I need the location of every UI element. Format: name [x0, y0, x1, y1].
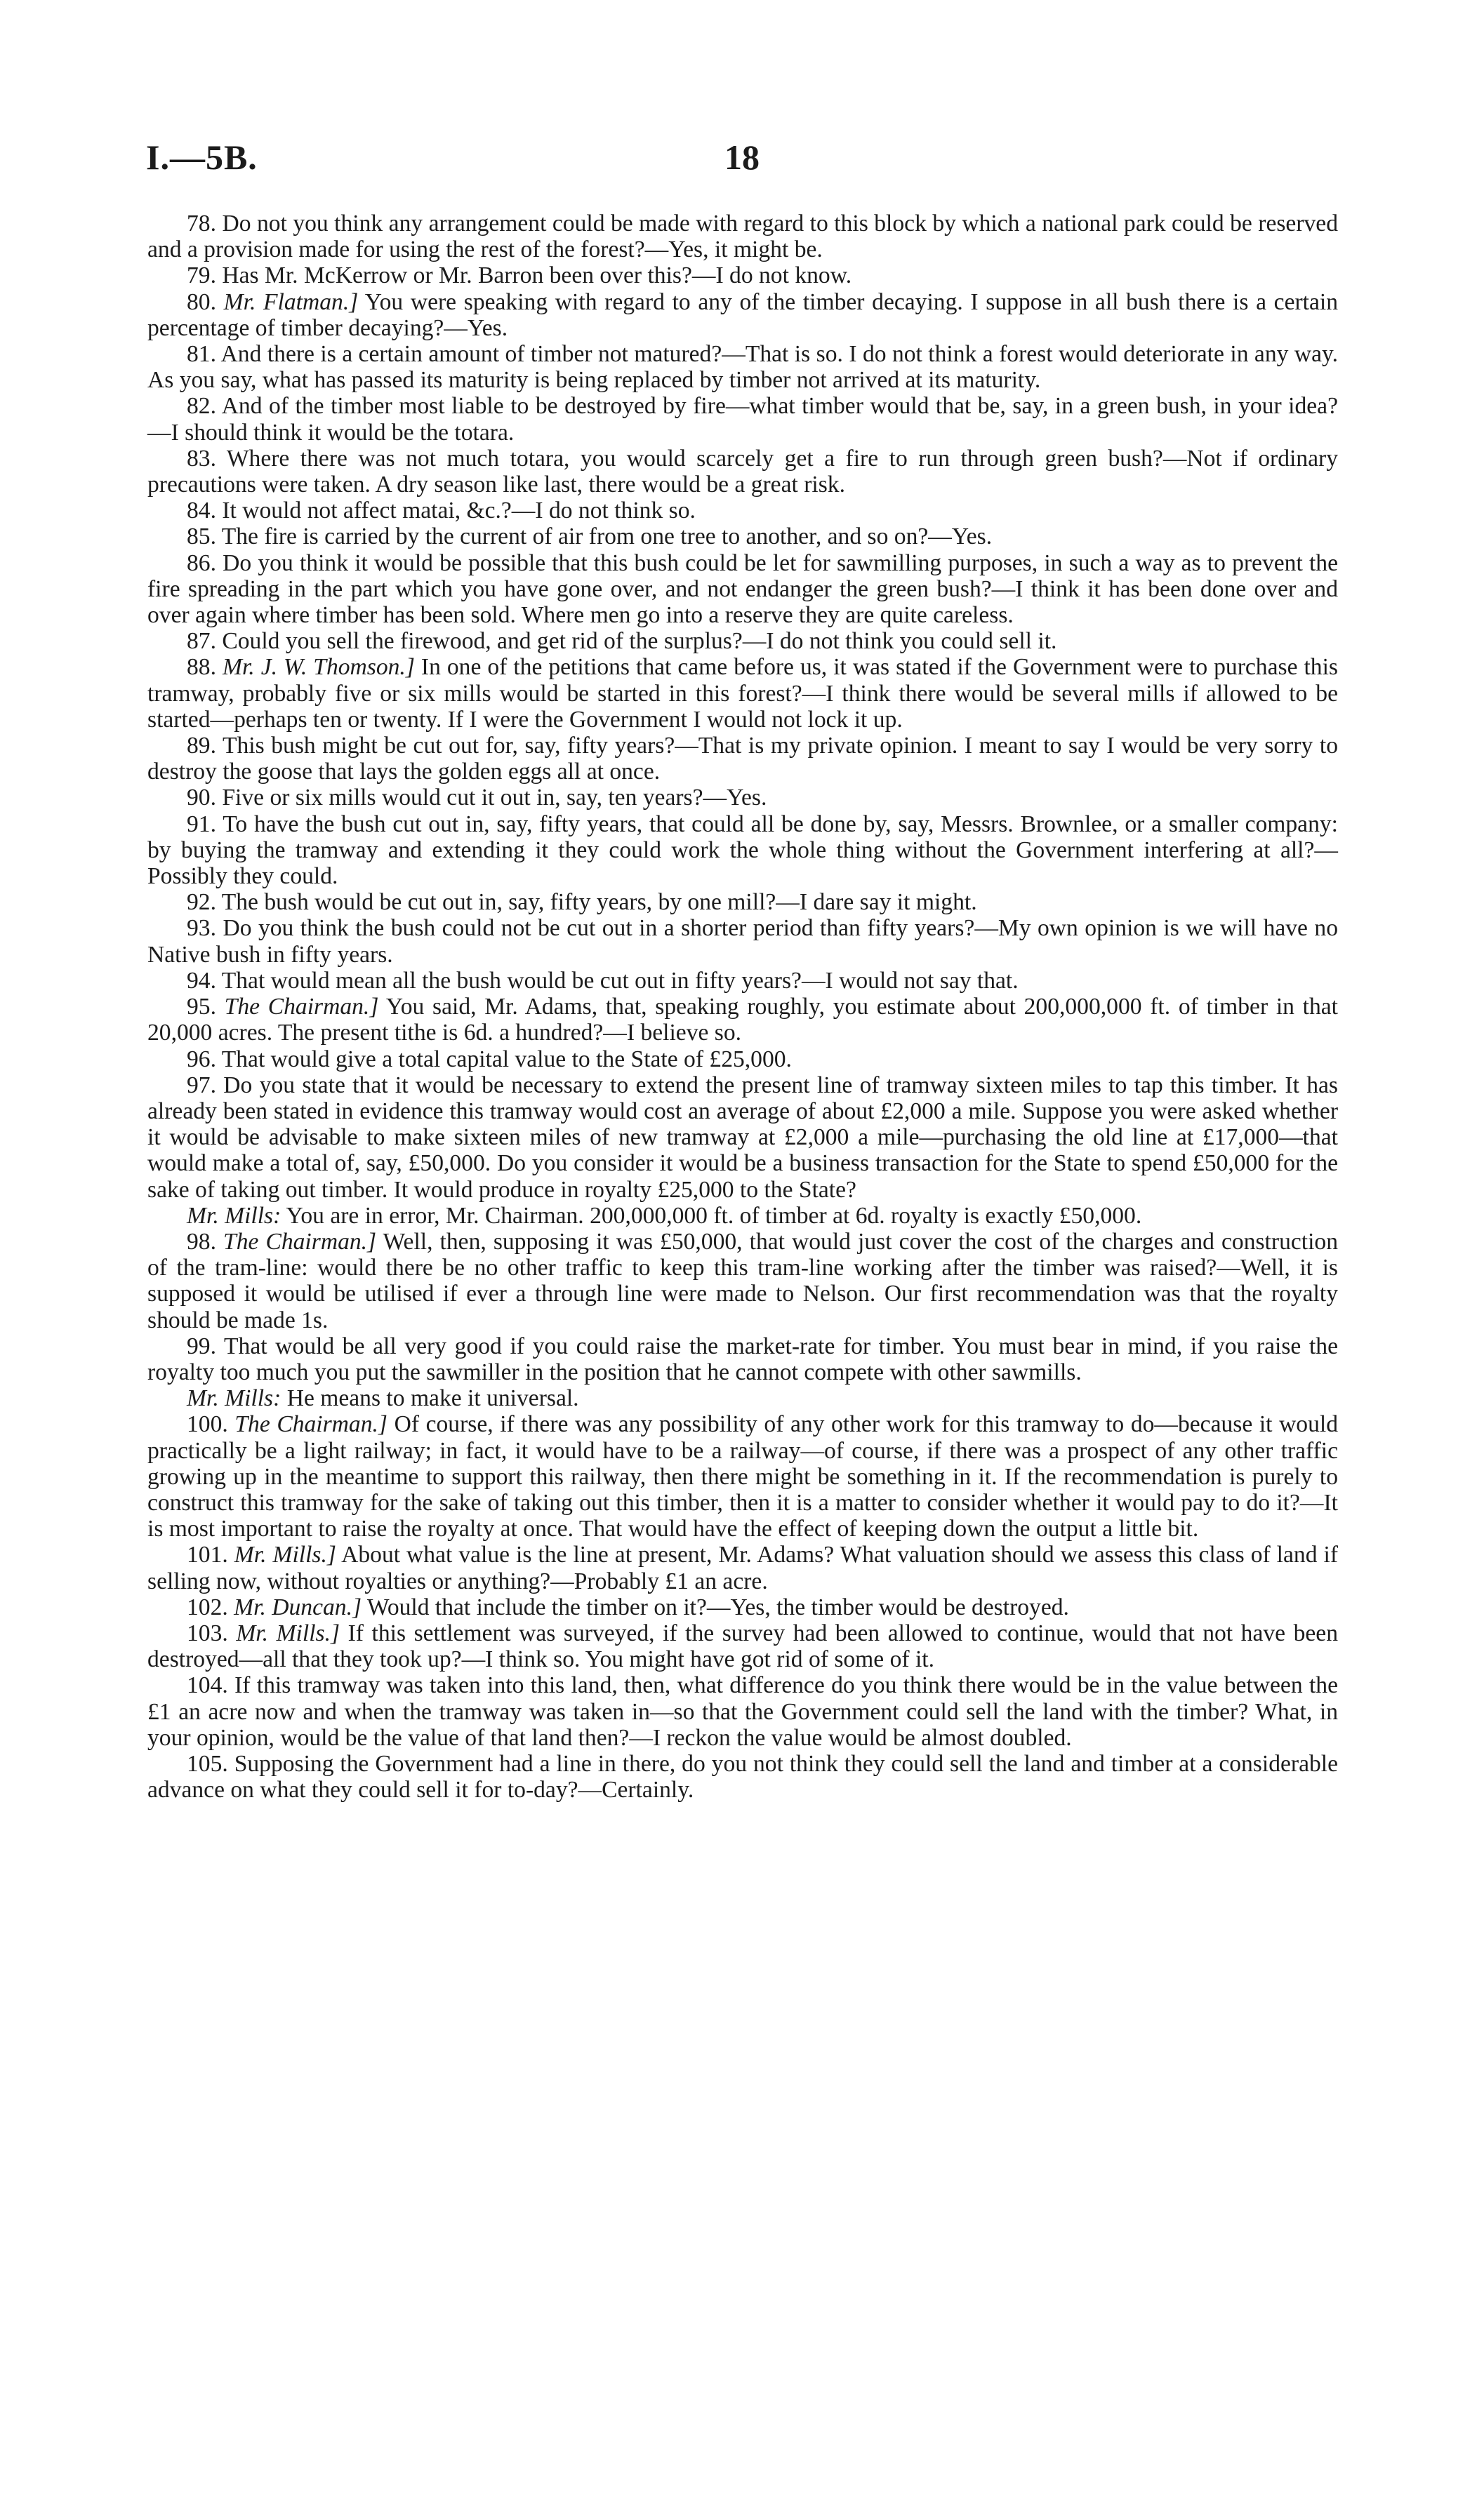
paragraph	[147, 524, 1338, 549]
speaker-name: Mr. J. W. Thomson.]	[222, 654, 415, 681]
paragraph	[147, 654, 1338, 733]
paragraph-text: 84. It would not affect matai, &c.?—I do not think so.	[187, 498, 696, 524]
paragraph-text: 82. And of the timber most liable to be destroyed by fire—what timber would that be, say, in a green bush, in your idea?—I should think it would be the totara.	[147, 393, 1338, 446]
paragraph-text: 80.	[187, 288, 224, 315]
paragraph	[147, 1229, 1338, 1333]
paragraph-text: 86. Do you think it would be possible that this bush could be let for sawmilling purposes, in such a way as to prevent the fire spreading in the part which you have gone over, and not endanger the green bush?—I think it has been done over and over again where timber has been sold. Where men go into a reserve they are quite careless.	[147, 549, 1338, 629]
speaker-name: Mr. Duncan.]	[234, 1594, 362, 1620]
paragraph	[147, 1203, 1338, 1229]
paragraph	[147, 785, 1338, 811]
page-header	[0, 137, 1484, 186]
paragraph	[147, 1333, 1338, 1385]
paragraph-text: 92. The bush would be cut out in, say, fifty years, by one mill?—I dare say it might.	[187, 889, 977, 916]
paragraph-text: 104. If this tramway was taken into this land, then, what difference do you think there would be in the value between the £1 an acre now and when the tramway was taken in—so that the Government could sell the land with the timber? What, in your opinion, would be the value of that land then?—I reckon the value would be almost doubled.	[147, 1672, 1338, 1751]
paragraph-text: 97. Do you state that it would be necessary to extend the present line of tramway sixteen miles to tap this timber. It has already been stated in evidence this tramway would cost an average of about £2,000 a mile. Suppose you were asked whether it would be advisable to make sixteen miles of new tramway at £2,000 a mile—purchasing the old line at £17,000—that would make a total of, say, £50,000. Do you consider it would be a business transaction for the State to spend £50,000 for the sake of taking out timber. It would produce in royalty £25,000 to the State?	[147, 1072, 1338, 1203]
paragraph	[147, 550, 1338, 629]
paragraph-text: If this settlement was surveyed, if the survey had been allowed to continue, would that not have been destroyed—all that they took up?—I think so. You might have got rid of some of it.	[147, 1620, 1338, 1673]
paragraph-text: 93. Do you think the bush could not be cut out in a shorter period than fifty years?—My own opinion is we will have no Native bush in fifty years.	[147, 915, 1338, 968]
paragraph-text: 100.	[187, 1411, 235, 1438]
speaker-name: The Chairman.]	[234, 1411, 387, 1438]
paragraph-text: 90. Five or six mills would cut it out in, say, ten years?—Yes.	[187, 785, 767, 811]
document-body	[147, 211, 1338, 1803]
paragraph	[147, 289, 1338, 341]
paragraph-text: 85. The fire is carried by the current of air from one tree to another, and so on?—Yes.	[187, 524, 993, 550]
paragraph-text: Well, then, supposing it was £50,000, that would just cover the cost of the charges and construction of the tram-line: would there be no other traffic to keep this tram-line working after the timber was raised?—Well, it is supposed it would be utilised if ever a through line were made to Nelson. Our first recommendation was that the royalty should be made 1s.	[147, 1228, 1338, 1333]
paragraph	[147, 1072, 1338, 1203]
paragraph	[147, 1046, 1338, 1072]
paragraph	[147, 1751, 1338, 1803]
page-number: 18	[724, 138, 760, 177]
speaker-name: Mr. Mills.]	[236, 1620, 340, 1646]
paragraph-text: 99. That would be all very good if you could raise the market-rate for timber. You must bear in mind, if you raise the royalty too much you put the sawmiller in the position that he cannot compete with other sawmills.	[147, 1333, 1338, 1385]
paragraph-text: 87. Could you sell the firewood, and get rid of the surplus?—I do not think you could sell it.	[187, 628, 1057, 655]
paragraph	[147, 1620, 1338, 1672]
paragraph-text: Would that include the timber on it?—Yes, the timber would be destroyed.	[362, 1594, 1069, 1620]
paragraph-text: 101.	[187, 1542, 234, 1568]
paragraph-text: 103.	[187, 1620, 237, 1646]
paragraph-text: You were speaking with regard to any of the timber decaying. I suppose in all bush there is a certain percentage of timber decaying?—Yes.	[147, 288, 1339, 341]
paragraph-text: 79. Has Mr. McKerrow or Mr. Barron been over this?—I do not know.	[187, 262, 852, 289]
paragraph	[147, 446, 1338, 498]
paragraph	[147, 341, 1338, 393]
speaker-name: Mr. Mills.]	[234, 1542, 336, 1568]
speaker-name: The Chairman.]	[224, 994, 379, 1020]
paragraph-text: 105. Supposing the Government had a line in there, do you not think they could sell the land and timber at a considerable advance on what they could sell it for to-day?—Certainly.	[147, 1750, 1338, 1804]
paragraph	[147, 994, 1338, 1046]
paragraph	[147, 1542, 1338, 1594]
paragraph-text: About what value is the line at present, Mr. Adams? What valuation should we assess this class of land if selling now, without royalties or anything?—Probably £1 an acre.	[147, 1542, 1339, 1594]
paragraph-text: He means to make it universal.	[281, 1385, 579, 1412]
paragraph	[147, 393, 1338, 445]
paragraph-text: 96. That would give a total capital value to the State of £25,000.	[187, 1046, 792, 1072]
paragraph-text: 78. Do not you think any arrangement could be made with regard to this block by which a national park could be reserved and a provision made for using the rest of the forest?—Yes, it might be.	[147, 211, 1338, 263]
speaker-name: Mr. Mills:	[187, 1202, 281, 1229]
paragraph-text: 94. That would mean all the bush would be cut out in fifty years?—I would not say that.	[187, 967, 1019, 994]
paragraph-text: You are in error, Mr. Chairman. 200,000,000 ft. of timber at 6d. royalty is exactly £50,000.	[281, 1202, 1142, 1229]
paragraph	[147, 498, 1338, 524]
paragraph	[147, 262, 1338, 288]
paragraph-text: 81. And there is a certain amount of timber not matured?—That is so. I do not think a forest would deteriorate in any way. As you say, what has passed its maturity is being replaced by timber not arrived at its maturity.	[147, 341, 1338, 394]
paragraph	[147, 811, 1338, 890]
paragraph-text: In one of the petitions that came before us, it was stated if the Government were to purchase this tramway, probably five or six mills would be started in this forest?—I think there would be several mills if allowed to be started—perhaps ten or twenty. If I were the Government I would not lock it up.	[147, 654, 1338, 733]
speaker-name: The Chairman.]	[223, 1228, 377, 1255]
paragraph-text: 91. To have the bush cut out in, say, fifty years, that could all be done by, say, Messrs. Brownlee, or a smaller company: by buying the tramway and extending it they could work the whole thing without the Government interfering at all?—Possibly they could.	[147, 811, 1338, 890]
paragraph	[147, 915, 1338, 967]
paragraph-text: 83. Where there was not much totara, you would scarcely get a fire to run through green bush?—Not if ordinary precautions were taken. A dry season like last, there would be a great risk.	[147, 445, 1338, 498]
paragraph-text: 102.	[187, 1594, 234, 1620]
speaker-name: Mr. Mills:	[187, 1385, 281, 1412]
paragraph-text: 95.	[187, 994, 225, 1020]
paragraph	[147, 1672, 1338, 1751]
paragraph-text: 88.	[187, 654, 223, 681]
paragraph-text: Of course, if there was any possibility of any other work for this tramway to do—because it would practically be a light railway; in fact, it would have to be a railway—of course, if there was a prospect of any other traffic growing up in the meantime to support this railway, then there might be something in it. If the recommendation is purely to construct this tramway for the sake of taking out this timber, then it is a matter to consider whether it would pay to do it?—It is most important to raise the royalty at once. That would have the effect of keeping down the output a little bit.	[147, 1411, 1339, 1542]
paragraph	[147, 889, 1338, 915]
paragraph	[147, 628, 1338, 654]
paragraph	[147, 733, 1338, 785]
speaker-name: Mr. Flatman.]	[223, 288, 359, 315]
paragraph	[147, 968, 1338, 994]
paragraph-text: You said, Mr. Adams, that, speaking roughly, you estimate about 200,000,000 ft. of timber in that 20,000 acres. The present tithe is 6d. a hundred?—I believe so.	[147, 994, 1338, 1046]
paragraph	[147, 1411, 1338, 1542]
paragraph-text: 89. This bush might be cut out for, say, fifty years?—That is my private opinion. I meant to say I would be very sorry to destroy the goose that lays the golden eggs all at once.	[147, 733, 1338, 785]
document-reference: I.—5B.	[146, 138, 258, 177]
paragraph	[147, 211, 1338, 262]
paragraph	[147, 1385, 1338, 1411]
paragraph-text: 98.	[187, 1228, 224, 1255]
paragraph	[147, 1594, 1338, 1620]
